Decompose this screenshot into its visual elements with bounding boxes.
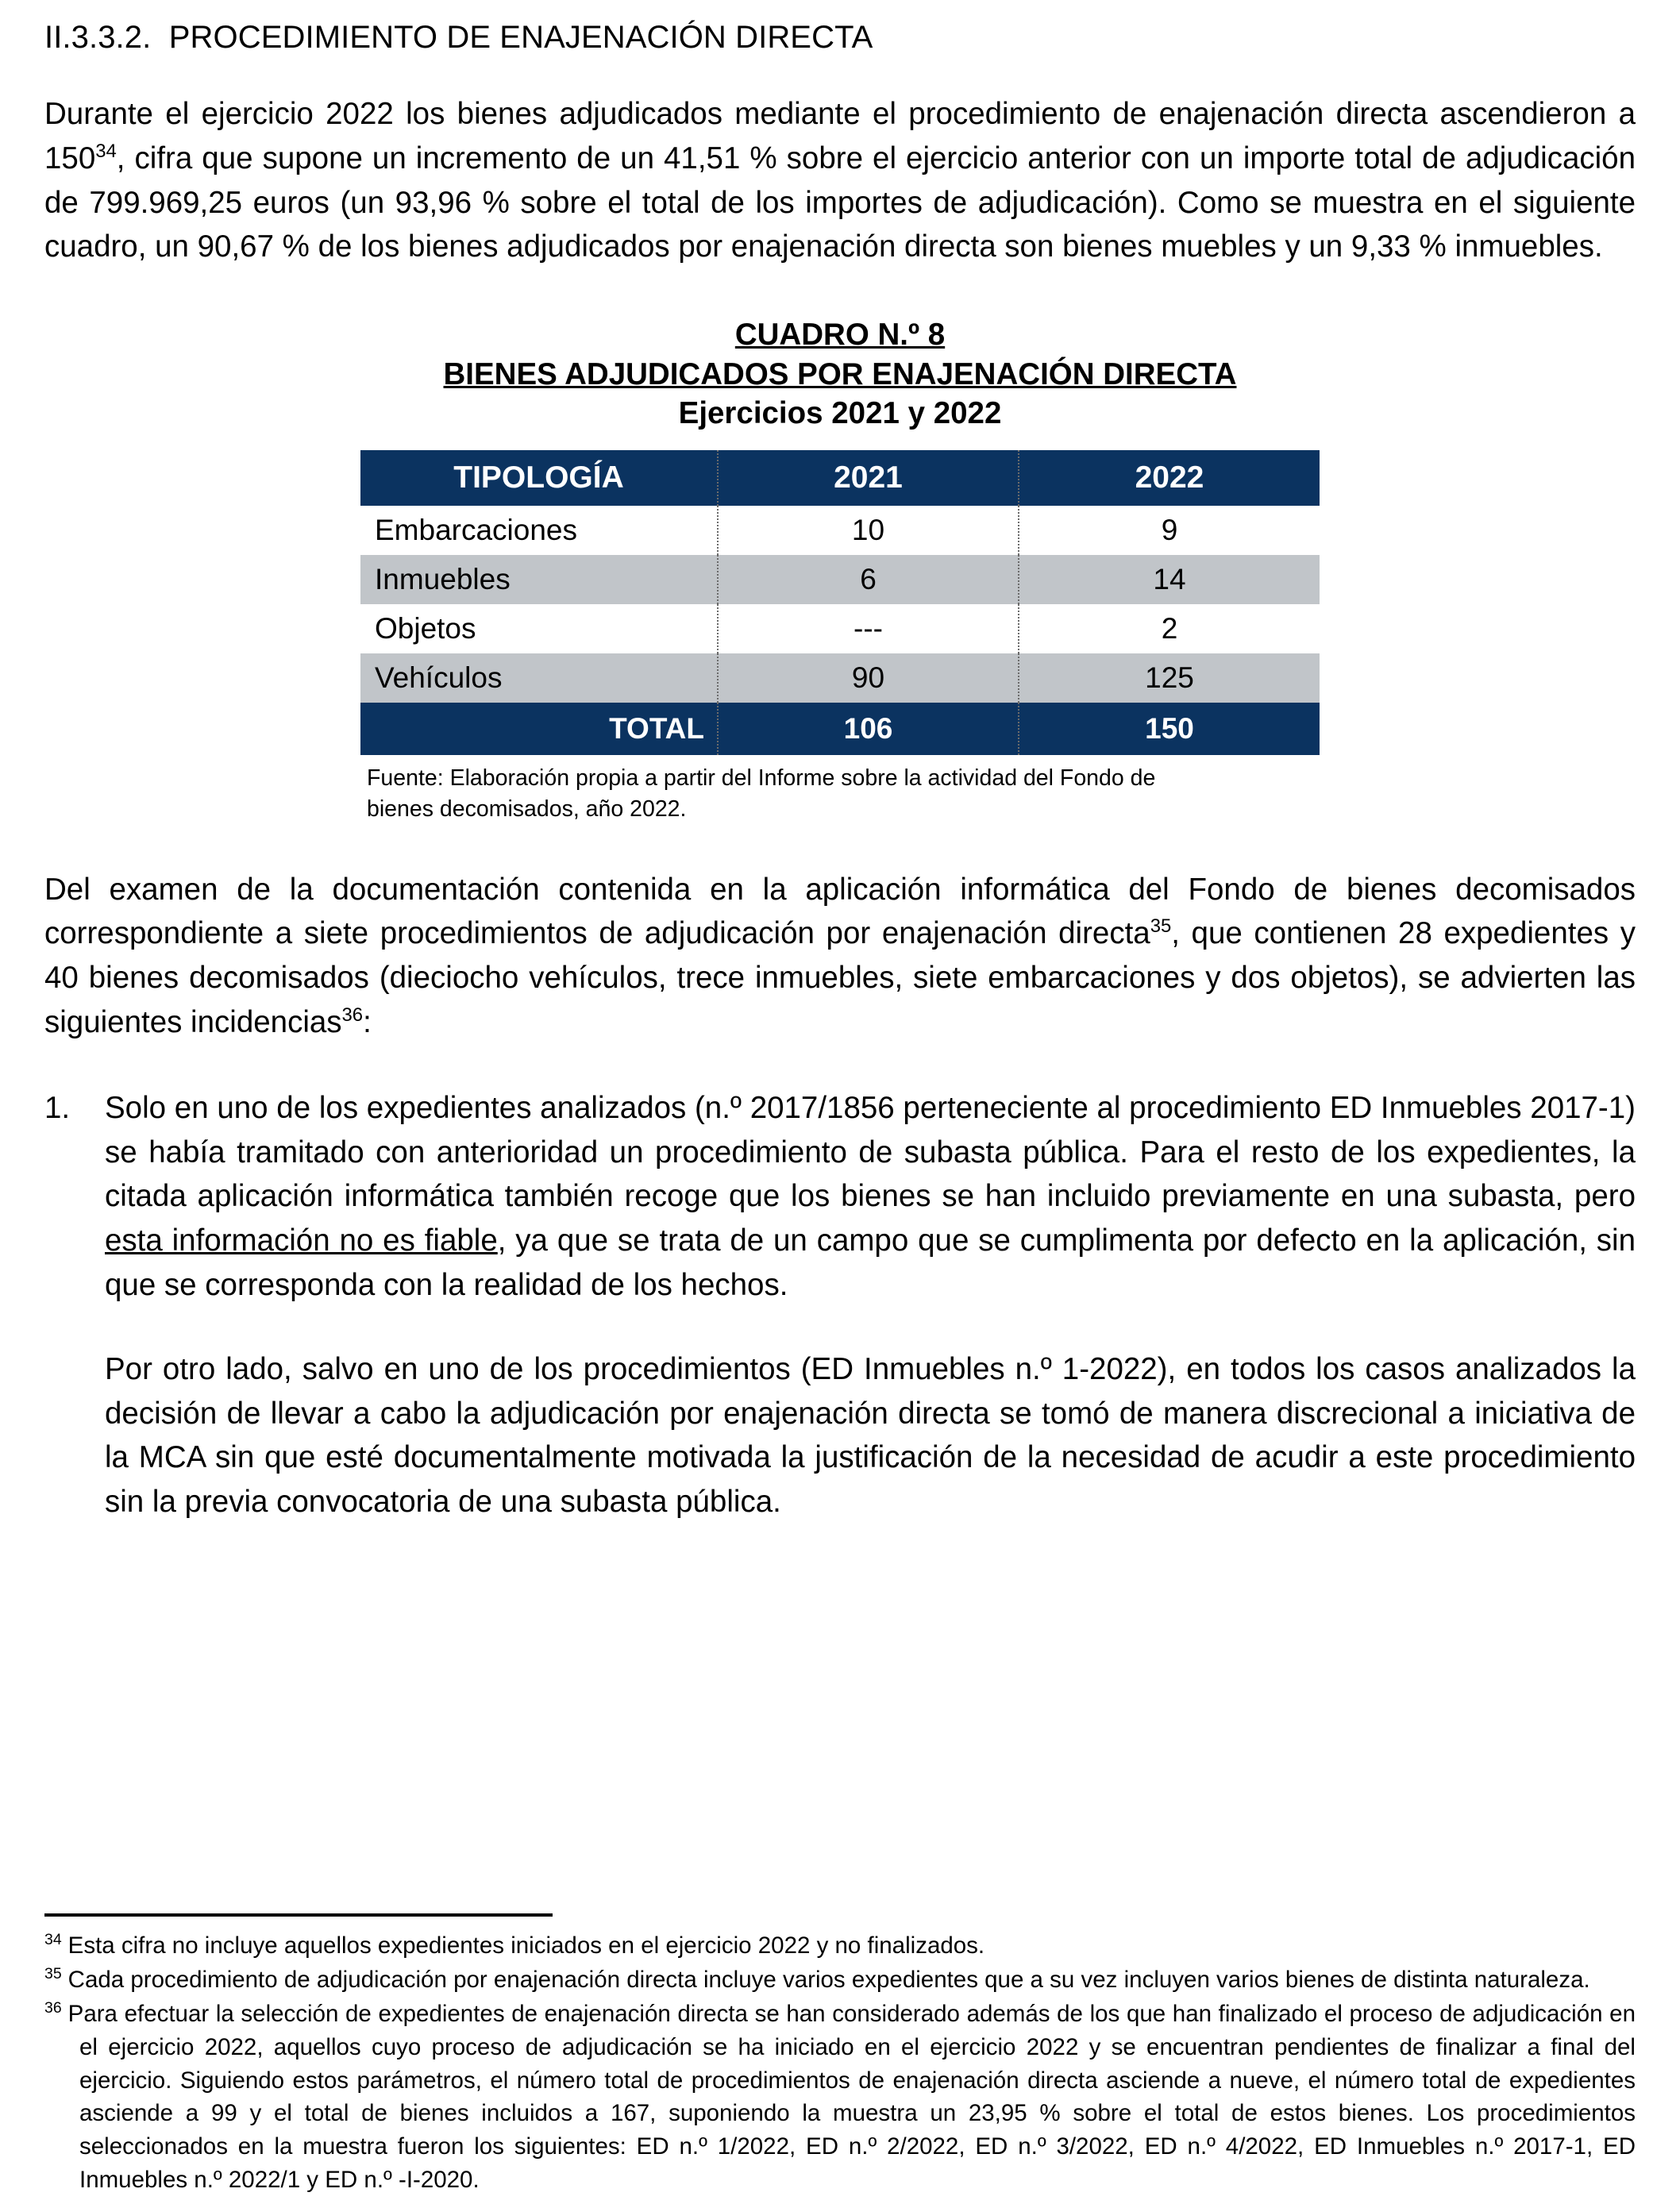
list-item-a-underlined: esta información no es fiable [105,1223,498,1258]
source-line-1: Fuente: Elaboración propia a partir del Informe sobre la actividad del Fondo de [367,765,1156,792]
intro-paragraph-part2: , cifra que supone un incremento de un 41,51 % sobre el ejercicio anterior con un importe total de adjudicación de 799.969,25 euros (un 93,96 % sobre el total de los importes de adjudicación). Como se muestra en el siguiente cuadro, un 90,67 % de los bienes adjudicados por enajenación directa son bienes muebles y un 9,33 % inmuebles. [44,141,1636,264]
list-item-a-part1: Solo en uno de los expedientes analizados (n.º 2017/1856 perteneciente al procedimiento ED Inmuebles 2017-1) se había tramitado con anterioridad un procedimiento de subasta pública. Para el resto de los expedientes, la citada aplicación informática también recoge que los bienes se han incluido previamente en una subasta, pero [105,1090,1636,1214]
footnote-text: Para efectuar la selección de expedientes de enajenación directa se han considerado además de los que han finalizado el proceso de adjudicación en el ejercicio 2022, aquellos cuyo proceso de adjudicación se ha iniciado en el ejercicio 2022 y se encuentran pendientes de finalizar a final del ejercicio. Siguiendo estos parámetros, el número total de procedimientos de enajenación directa asciende a nueve, el número total de expedientes asciende a 99 y el total de bienes incluidos a 167, suponiendo la muestra un 23,95 % sobre el total de estos bienes. Los procedimientos seleccionados en la muestra fueron los siguientes: ED n.º 1/2022, ED n.º 2/2022, ED n.º 3/2022, ED n.º 4/2022, ED Inmuebles n.º 2017-1, ED Inmuebles n.º 2022/1 y ED n.º -I-2020. [67,2000,1636,2194]
table-row [360,506,1320,555]
examination-paragraph [44,868,1636,1045]
incidencias-list [44,1086,1636,1524]
list-item-marker: 1. [44,1090,71,1125]
table-title-number: CUADRO N.º 8 [734,318,946,353]
examination-part3: : [363,1004,372,1039]
examination-part1: Del examen de la documentación contenida en la aplicación informática del Fondo de bienes decomisados correspondiente a siete procedimientos de adjudicación por enajenación directa [44,872,1636,951]
table-title-line-3: Ejercicios 2021 y 2022 [678,395,1002,430]
examination-part2: , que contienen 28 expedientes y 40 bienes decomisados (dieciocho vehículos, trece inmuebles, siete embarcaciones y dos objetos), se advierten las siguientes incidencias [44,916,1636,1039]
table-total-row [360,703,1320,755]
section-heading: II.3.3.2. PROCEDIMIENTO DE ENAJENACIÓN DIRECTA [44,20,873,55]
column-header-2022: 2022 [1019,450,1320,506]
cell-2021: 90 [718,653,1019,703]
cuadro-8-block [44,315,1636,824]
footnote-ref-34[interactable]: 34 [95,140,117,162]
cell-tipologia: Inmuebles [360,555,718,604]
table-source-note [360,763,1320,825]
footnote-35 [44,1963,1636,1997]
cell-2022: 2 [1019,604,1320,653]
list-item-paragraph-b: Por otro lado, salvo en uno de los procedimientos (ED Inmuebles n.º 1-2022), en todos los casos analizados la decisión de llevar a cabo la adjudicación por enajenación directa se tomó de manera discrecional a iniciativa de la MCA sin que esté documentalmente motivada la justificación de la necesidad de acudir a este procedimiento sin la previa convocatoria de una subasta pública. [105,1351,1636,1520]
list-item [44,1086,1636,1524]
intro-paragraph [44,92,1636,269]
cell-tipologia: Embarcaciones [360,506,718,555]
cell-2022: 9 [1019,506,1320,555]
table-title-line-2 [44,355,1636,394]
table-row [360,604,1320,653]
footnotes-area [44,1913,1636,2198]
column-header-2021: 2021 [718,450,1019,506]
table-title-name: BIENES ADJUDICADOS POR ENAJENACIÓN DIRECTA [443,356,1237,391]
footnote-ref-36[interactable]: 36 [341,1004,364,1027]
footnote-number: 34 [44,1931,62,1949]
footnote-separator [44,1913,553,1917]
cell-2022: 125 [1019,653,1320,703]
cuadro-8-table [360,450,1320,755]
footnote-text: Cada procedimiento de adjudicación por enajenación directa incluye varios expedientes que a su vez incluyen varios bienes de distinta naturaleza. [67,1966,1590,1993]
footnote-number: 35 [44,1965,62,1983]
column-header-tipologia: TIPOLOGÍA [360,450,718,506]
cell-total-label: TOTAL [360,703,718,755]
table-title-line-1 [44,315,1636,354]
footnote-text: Esta cifra no incluye aquellos expedientes iniciados en el ejercicio 2022 y no finalizados. [67,1932,985,1959]
table-row [360,555,1320,604]
intro-paragraph-part1: Durante el ejercicio 2022 los bienes adjudicados mediante el procedimiento de enajenación directa ascendieron a 150 [44,97,1636,175]
footnote-36 [44,1998,1636,2197]
cell-2021: 10 [718,506,1019,555]
cell-2022: 14 [1019,555,1320,604]
list-item-paragraph-a [105,1086,1636,1308]
cell-total-2022: 150 [1019,703,1320,755]
cell-2021: 6 [718,555,1019,604]
footnote-ref-35[interactable]: 35 [1150,915,1172,938]
cell-total-2021: 106 [718,703,1019,755]
table-row [360,653,1320,703]
footnote-34 [44,1929,1636,1963]
cell-tipologia: Vehículos [360,653,718,703]
list-item-a-part2: , ya que se trata de un campo que se cumplimenta por defecto en la aplicación, sin que se corresponda con la realidad de los hechos. [105,1223,1636,1303]
cell-tipologia: Objetos [360,604,718,653]
source-line-2: bienes decomisados, año 2022. [367,796,687,822]
list-item-body [105,1086,1636,1524]
footnote-number: 36 [44,1998,62,2017]
table-header-row [360,450,1320,506]
cell-2021: --- [718,604,1019,653]
table-title [44,315,1636,433]
